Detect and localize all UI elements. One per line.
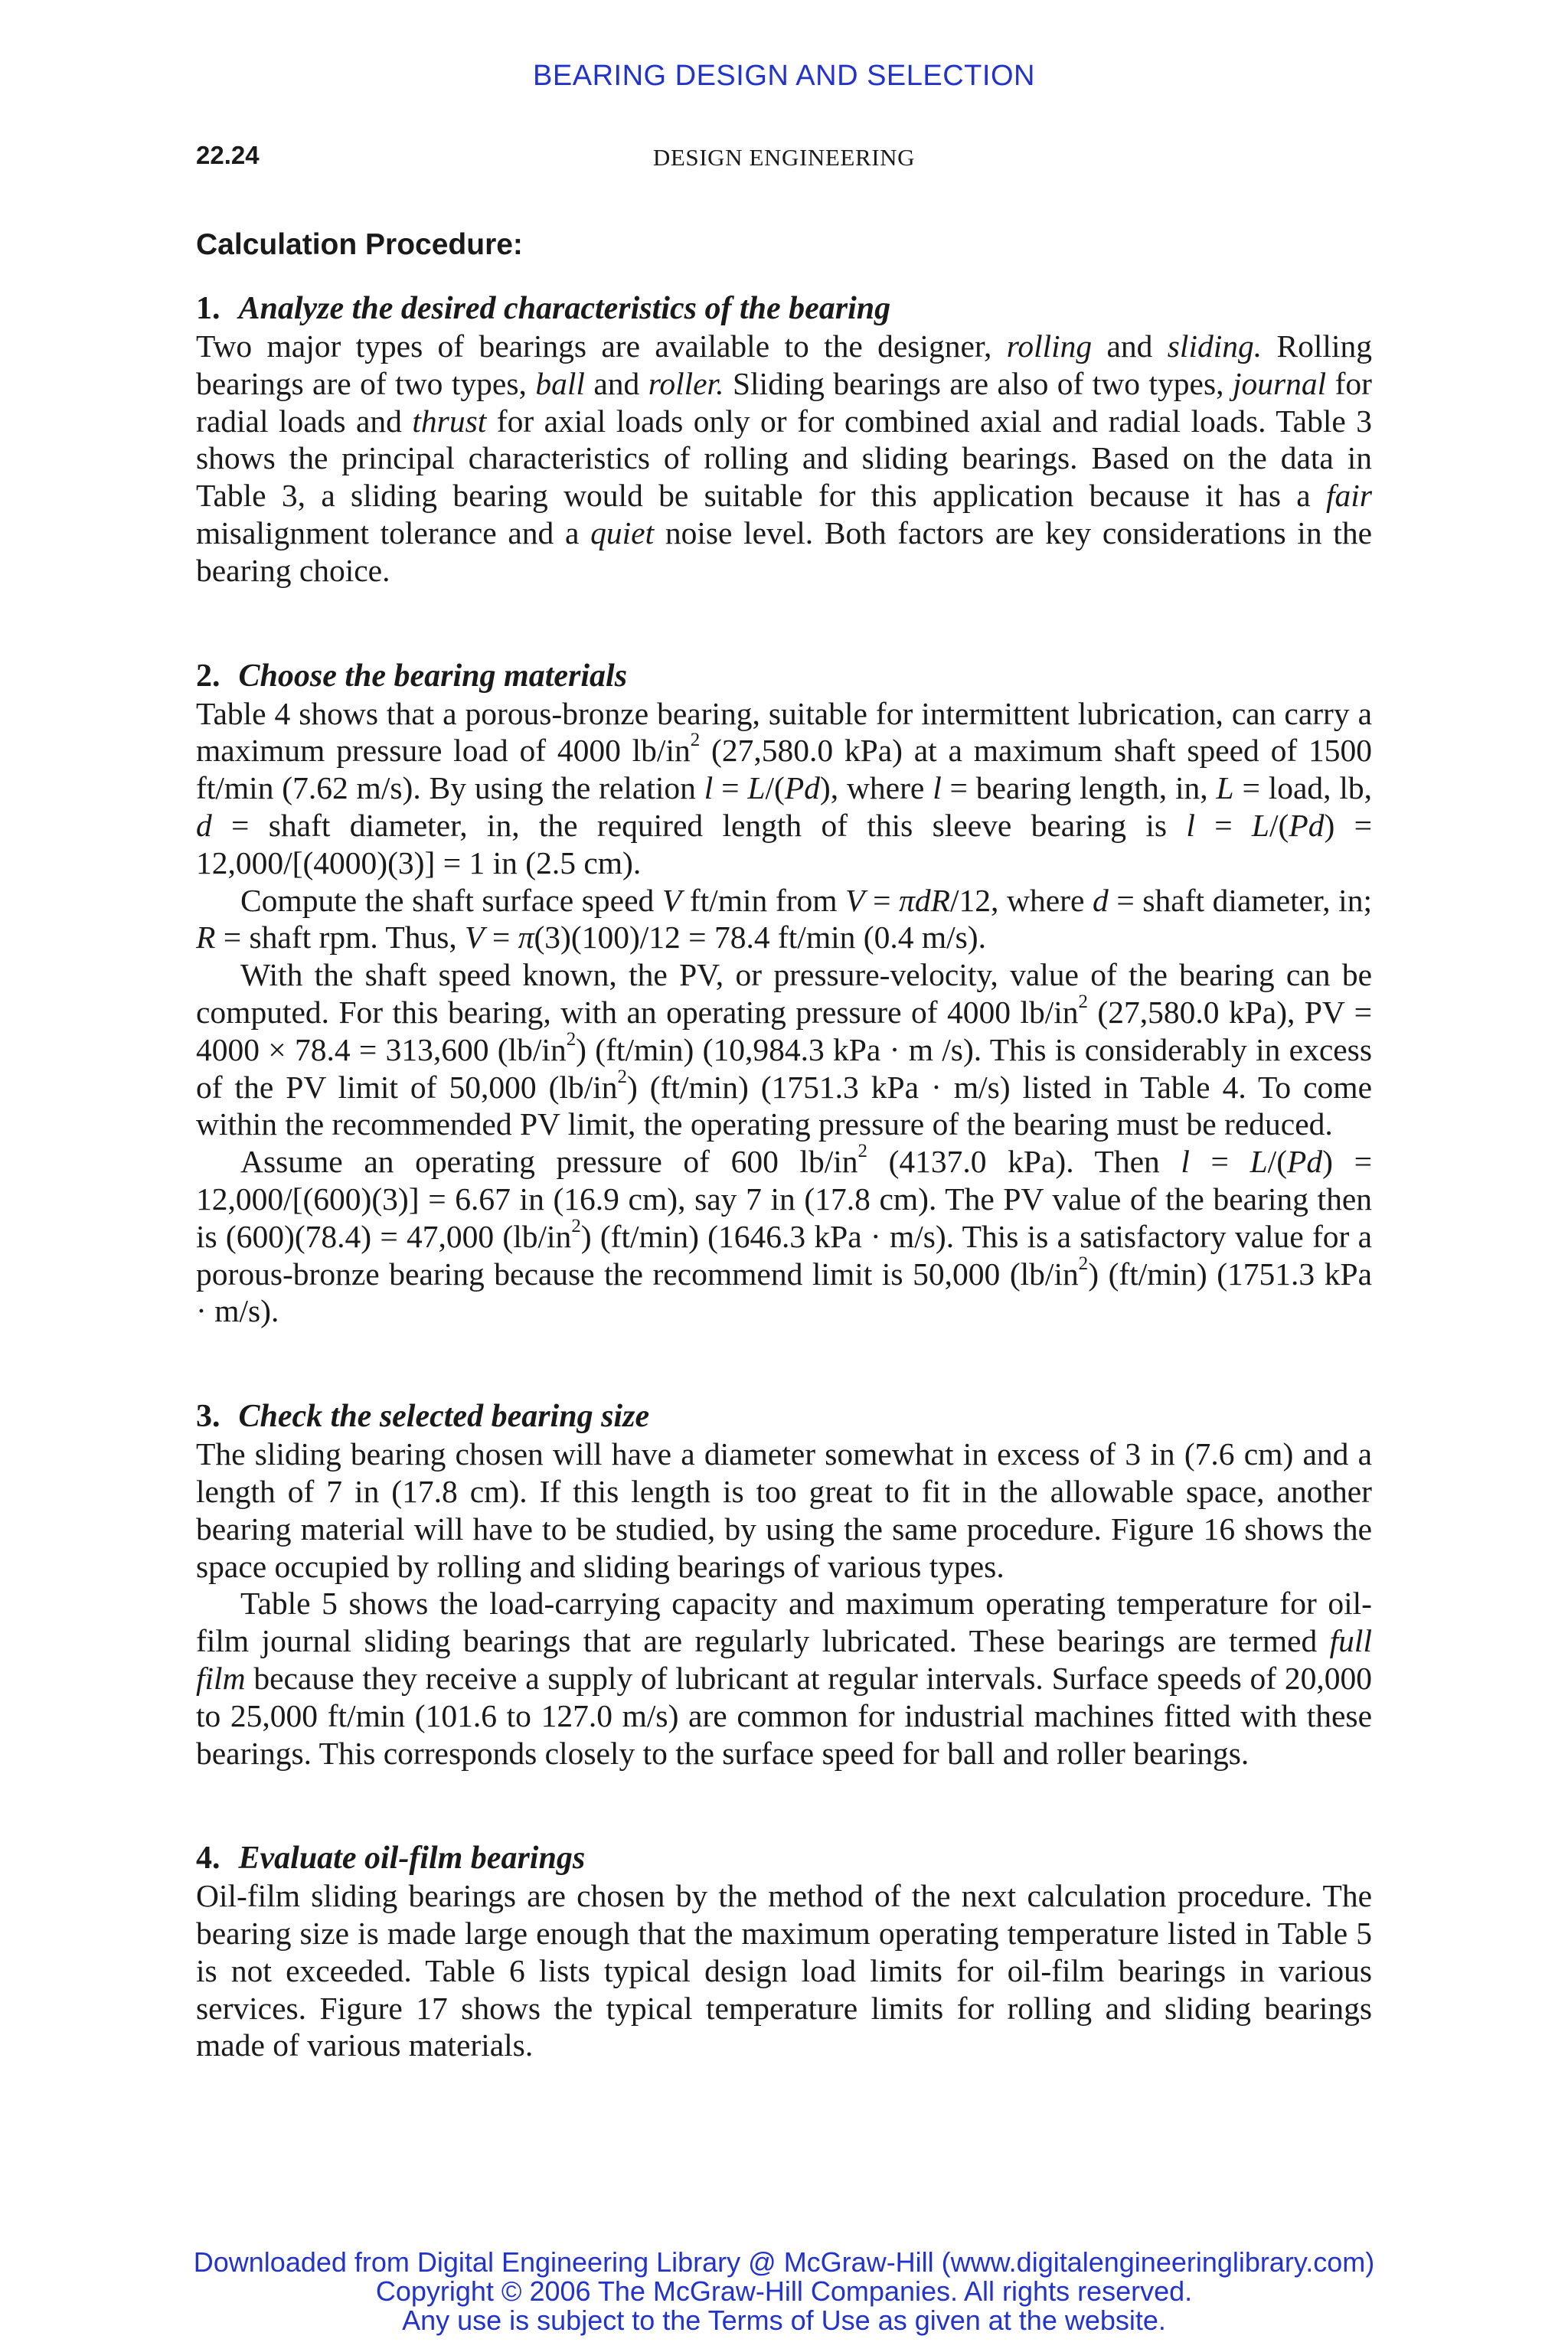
paragraph: Assume an operating pressure of 600 $lb/in^2$ (4137.0 kPa). Then l = L/(Pd) = 12,000/[(600)(3)] = 6.67 in (16.9 cm), say 7 in (17.8 cm). The PV value of the bearing then is (600)(78.4) = 47,000 $(lb/in^2)$ (ft/min) (1646.3 kPa · m/s). This is a satisfactory value for a porous-bronze bearing because the recommend limit is 50,000 $(lb/in^2)$ (ft/min) (1751.3 kPa · m/s). bbox=[196, 1141, 1373, 1329]
step-heading bbox=[196, 657, 1372, 695]
step-heading bbox=[196, 289, 1372, 328]
step-2 bbox=[196, 657, 1372, 1331]
step-number: 2. bbox=[196, 658, 220, 694]
paragraph: The sliding bearing chosen will have a diameter somewhat in excess of 3 in (7.6 cm) and a length of 7 in (17.8 cm). If this length is too great to fit in the allowable space, another bearing material will have to be studied, by using the same procedure. Figure 16 shows the space occupied by rolling and sliding bearings of various types. bbox=[196, 1436, 1372, 1584]
step-number: 3. bbox=[196, 1399, 220, 1435]
paragraph: With the shaft speed known, the PV, or pressure-velocity, value of the bearing can be computed. For this bearing, with an operating pressure of 4000 $lb/in^2$ (27,580.0 kPa), PV = 4000 × 78.4 = 313,600 $(lb/in^2)$ (ft/min) (10,984.3 kPa · m /s). This is considerably in excess of the PV limit of 50,000 $(lb/in^2)$ (ft/min) (1751.3 kPa · m/s) listed in Table 4. To come within the recommended PV limit, the operating pressure of the bearing must be reduced. bbox=[196, 957, 1372, 1142]
paragraph: Compute the shaft surface speed V ft/min from V = πdR/12, where d = shaft diameter, in; R = shaft rpm. Thus, V = π(3)(100)/12 = 78.4 ft/min (0.4 m/s). bbox=[196, 882, 1372, 956]
step-3 bbox=[196, 1397, 1372, 1772]
step-4 bbox=[196, 1839, 1372, 2064]
procedure-title: Calculation Procedure: bbox=[196, 228, 523, 261]
paragraph: Oil-film sliding bearings are chosen by the method of the next calculation procedure. The bearing size is made large enough that the maximum operating temperature listed in Table 5 is not exceeded. Table 6 lists typical design load limits for oil-film bearings in various services. Figure 17 shows the typical temperature limits for rolling and sliding bearings made of various materials. bbox=[196, 1878, 1372, 2063]
footer-terms-link[interactable]: Any use is subject to the Terms of Use as given at the website. bbox=[402, 2305, 1166, 2336]
step-1 bbox=[196, 289, 1372, 590]
chapter-title: DESIGN ENGINEERING bbox=[652, 144, 916, 171]
step-title: Check the selected bearing size bbox=[238, 1399, 650, 1435]
paragraph: Table 5 shows the load-carrying capacity and maximum operating temperature for oil-film journal sliding bearings that are regularly lubricated. These bearings are termed full film because they receive a supply of lubricant at regular intervals. Surface speeds of 20,000 to 25,000 ft/min (101.6 to 127.0 m/s) are common for industrial machines fitted with these bearings. This corresponds closely to the surface speed for ball and roller bearings. bbox=[196, 1586, 1372, 1771]
paragraph: Two major types of bearings are available to the designer, rolling and sliding. Rolling bearings are of two types, ball and roller. Sliding bearings are also of two types, journal for radial loads and thrust for axial loads only or for combined axial and radial loads. Table 3 shows the principal characteristics of rolling and sliding bearings. Based on the data in Table 3, a sliding bearing would be suitable for this application because it has a fair misalignment tolerance and a quiet noise level. Both factors are key considerations in the bearing choice. bbox=[196, 328, 1372, 588]
step-title: Choose the bearing materials bbox=[238, 658, 628, 694]
document-banner: BEARING DESIGN AND SELECTION bbox=[533, 60, 1035, 92]
step-title: Evaluate oil-film bearings bbox=[238, 1841, 586, 1877]
footer-notice bbox=[0, 2248, 1568, 2335]
step-number: 4. bbox=[196, 1841, 220, 1877]
paragraph: Table 4 shows that a porous-bronze bearing, suitable for intermittent lubrication, can carry a maximum pressure load of 4000 $lb/in^2$ (27,580.0 kPa) at a maximum shaft speed of 1500 ft/min (7.62 m/s). By using the relation l = L/(Pd), where l = bearing length, in, L = load, lb, d = shaft diameter, in, the required length of this sleeve bearing is l = L/(Pd) = 12,000/[(4000)(3)] = 1 in (2.5 cm). bbox=[196, 695, 1373, 880]
step-heading bbox=[196, 1397, 1372, 1436]
running-head bbox=[196, 141, 1372, 179]
page-number: 22.24 bbox=[196, 141, 260, 169]
step-title: Analyze the desired characteristics of the bearing bbox=[238, 291, 891, 326]
main-content bbox=[196, 228, 1372, 2132]
footer-copyright: Copyright © 2006 The McGraw-Hill Companies. All rights reserved. bbox=[375, 2275, 1193, 2307]
step-heading bbox=[196, 1839, 1372, 1877]
step-number: 1. bbox=[196, 291, 220, 326]
footer-download-link[interactable]: Downloaded from Digital Engineering Library @ McGraw-Hill (www.digitalengineeringlibrary.com) bbox=[193, 2246, 1375, 2278]
